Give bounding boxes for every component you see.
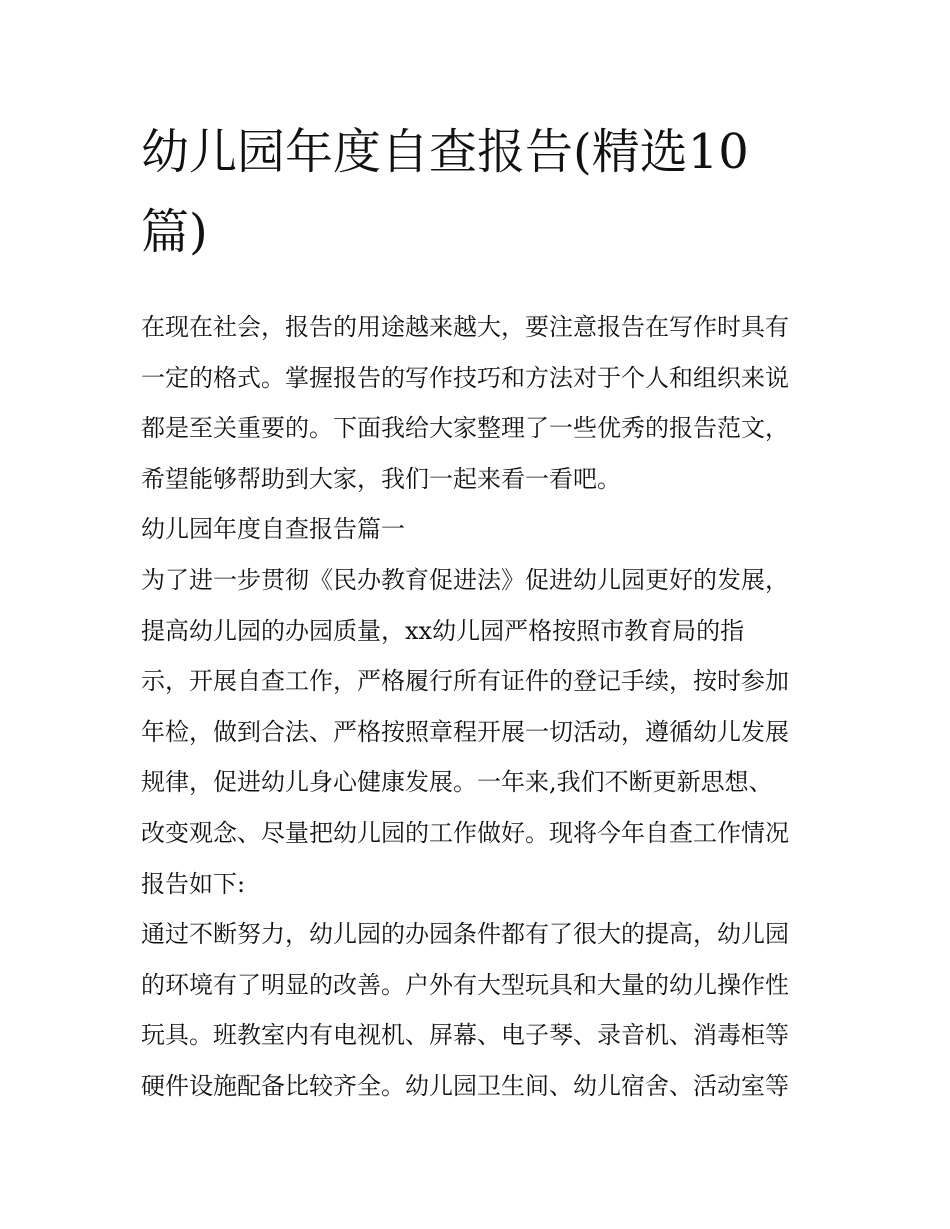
body-line-3: 都是至关重要的。下面我给大家整理了一些优秀的报告范文， bbox=[141, 414, 789, 443]
body-line-11: 改变观念、尽量把幼儿园的工作做好。现将今年自查工作情况 bbox=[141, 818, 789, 847]
document-page bbox=[141, 112, 813, 1112]
body-line-15: 玩具。班教室内有电视机、屏幕、电子琴、录音机、消毒柜等 bbox=[141, 1021, 789, 1050]
body-line-4: 希望能够帮助到大家，我们一起来看一看吧。 bbox=[141, 464, 621, 493]
section-heading: 幼儿园年度自查报告篇一 bbox=[141, 515, 405, 544]
body-line-9: 年检，做到合法、严格按照章程开展一切活动，遵循幼儿发展 bbox=[141, 717, 789, 746]
body-line-1: 在现在社会，报告的用途越来越大，要注意报告在写作时具有 bbox=[141, 313, 789, 341]
document-title bbox=[141, 112, 813, 272]
body-line-13: 通过不断努力，幼儿园的办园条件都有了很大的提高，幼儿园 bbox=[141, 920, 789, 949]
body-line-2: 一定的格式。掌握报告的写作技巧和方法对于个人和组织来说 bbox=[141, 363, 789, 392]
body-line-6: 为了进一步贯彻《民办教育促进法》促进幼儿园更好的发展， bbox=[141, 565, 789, 594]
body-line-16: 硬件设施配备比较齐全。幼儿园卫生间、幼儿宿舍、活动室等 bbox=[141, 1071, 789, 1100]
body-line-14: 的环境有了明显的改善。户外有大型玩具和大量的幼儿操作性 bbox=[141, 970, 789, 999]
title-line-2: 篇) bbox=[141, 204, 208, 260]
body-line-7: 提高幼儿园的办园质量，xx幼儿园严格按照市教育局的指 bbox=[141, 616, 745, 645]
body-line-8: 示，开展自查工作，严格履行所有证件的登记手续，按时参加 bbox=[141, 667, 789, 696]
document-body bbox=[141, 302, 813, 1112]
body-line-12: 报告如下: bbox=[141, 869, 246, 898]
body-line-10: 规律，促进幼儿身心健康发展。一年来,我们不断更新思想、 bbox=[141, 768, 773, 797]
title-line-1: 幼儿园年度自查报告(精选10 bbox=[141, 124, 749, 180]
